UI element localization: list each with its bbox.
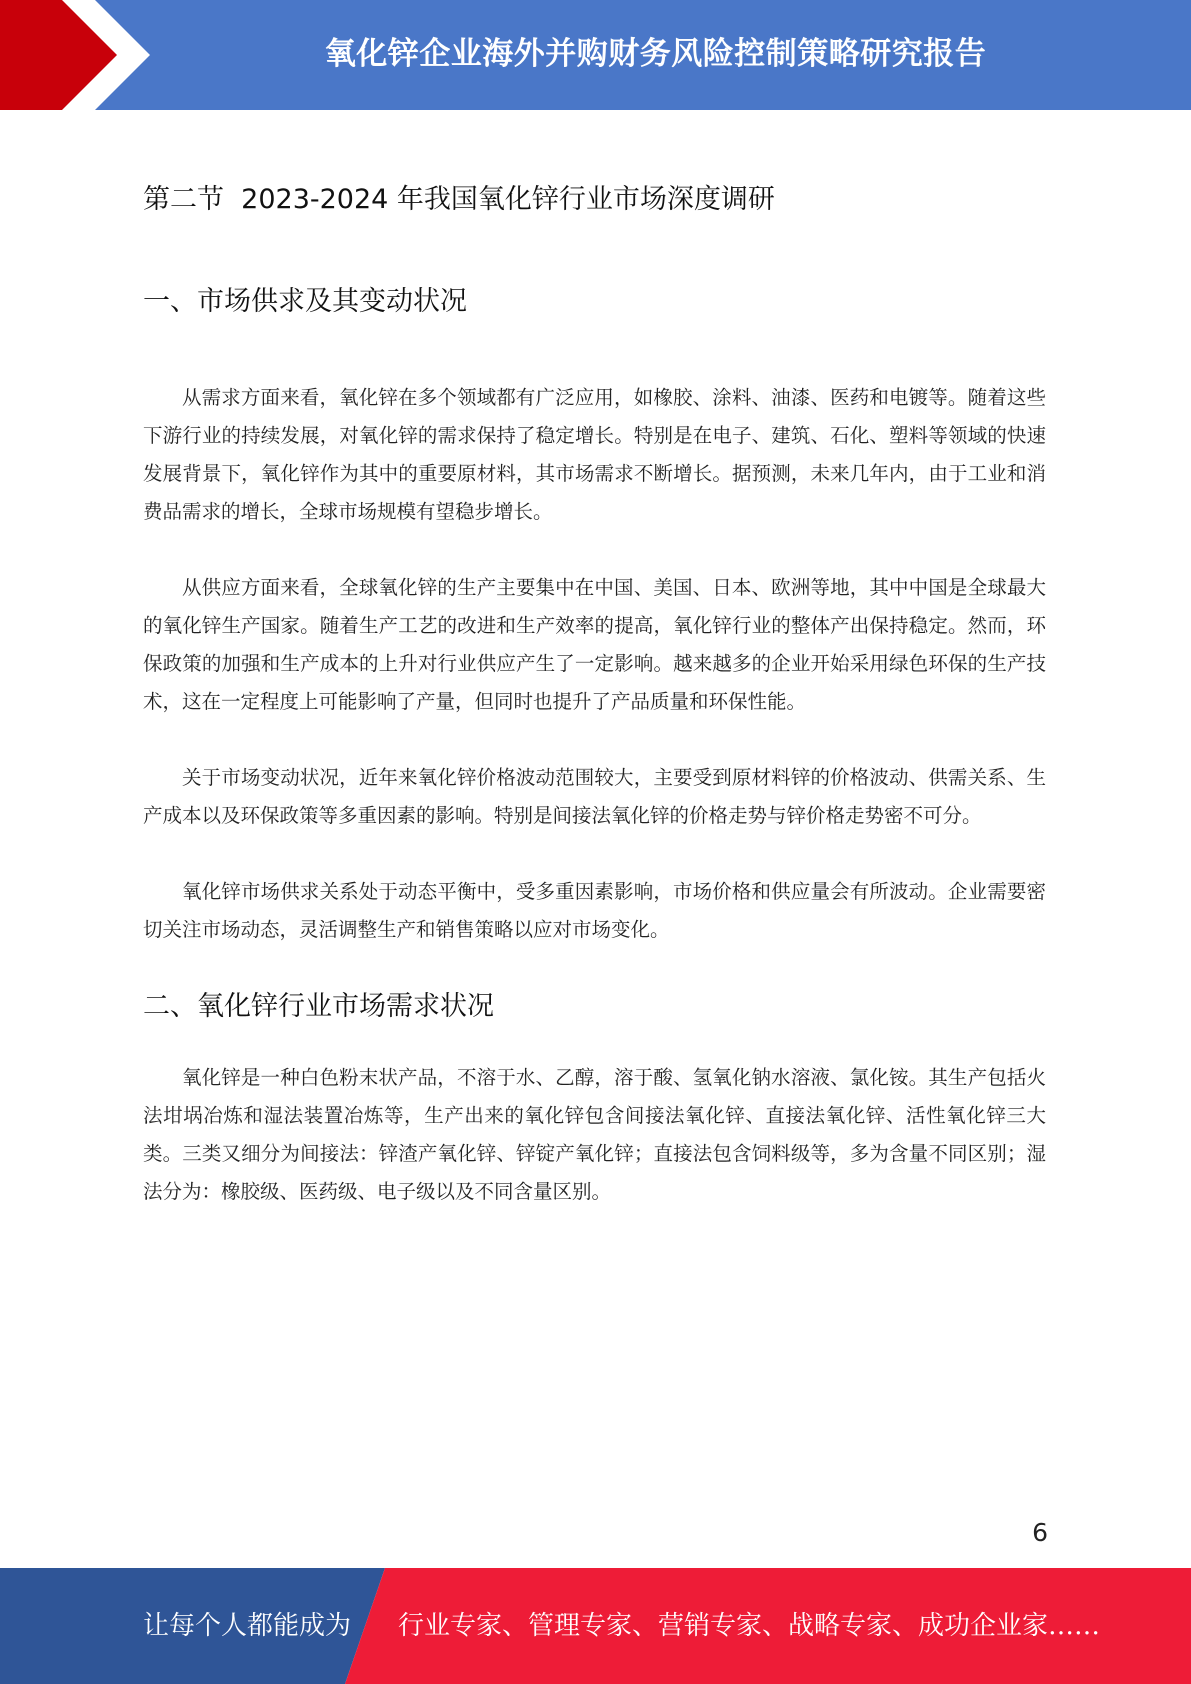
heading-supply-demand: 一、市场供求及其变动状况	[143, 286, 467, 317]
main-content	[143, 180, 1046, 1211]
section-title: 第二节 2023-2024 年我国氧化锌行业市场深度调研	[143, 184, 775, 215]
paragraph-product-types: 氧化锌是一种白色粉末状产品，不溶于水、乙醇，溶于酸、氢氧化钠水溶液、氯化铵。其生产包括火法坩埚冶炼和湿法装置冶炼等，生产出来的氧化锌包含间接法氧化锌、直接法氧化锌、活性氧化锌三大类。三类又细分为间接法：锌渣产氧化锌、锌锭产氧化锌；直接法包含饲料级等，多为含量不同区别；湿法分为：橡胶级、医药级、电子级以及不同含量区别。	[143, 1066, 1046, 1203]
paragraph-balance: 氧化锌市场供求关系处于动态平衡中，受多重因素影响，市场价格和供应量会有所波动。企业需要密切关注市场动态，灵活调整生产和销售策略以应对市场变化。	[143, 880, 1046, 941]
header-chevron-graphic	[0, 0, 160, 110]
paragraph-demand: 从需求方面来看，氧化锌在多个领域都有广泛应用，如橡胶、涂料、油漆、医药和电镀等。随着这些下游行业的持续发展，对氧化锌的需求保持了稳定增长。特别是在电子、建筑、石化、塑料等领域的快速发展背景下，氧化锌作为其中的重要原材料，其市场需求不断增长。据预测，未来几年内，由于工业和消费品需求的增长，全球市场规模有望稳步增长。	[143, 386, 1046, 523]
footer-slogan-right: 行业专家、管理专家、营销专家、战略专家、成功企业家……	[398, 1611, 1101, 1641]
heading-market-demand: 二、氧化锌行业市场需求状况	[143, 991, 494, 1022]
report-title: 氧化锌企业海外并购财务风险控制策略研究报告	[324, 35, 987, 72]
footer-band	[0, 1568, 1191, 1684]
footer-slogan-left: 让每个人都能成为	[143, 1611, 352, 1641]
header-band	[0, 0, 1191, 110]
page-number: 6	[1032, 1518, 1048, 1547]
paragraph-supply: 从供应方面来看，全球氧化锌的生产主要集中在中国、美国、日本、欧洲等地，其中中国是全球最大的氧化锌生产国家。随着生产工艺的改进和生产效率的提高，氧化锌行业的整体产出保持稳定。然而，环保政策的加强和生产成本的上升对行业供应产生了一定影响。越来越多的企业开始采用绿色环保的生产技术，这在一定程度上可能影响了产量，但同时也提升了产品质量和环保性能。	[143, 576, 1046, 713]
paragraph-market-change: 关于市场变动状况，近年来氧化锌价格波动范围较大，主要受到原材料锌的价格波动、供需关系、生产成本以及环保政策等多重因素的影响。特别是间接法氧化锌的价格走势与锌价格走势密不可分。	[143, 766, 1046, 827]
